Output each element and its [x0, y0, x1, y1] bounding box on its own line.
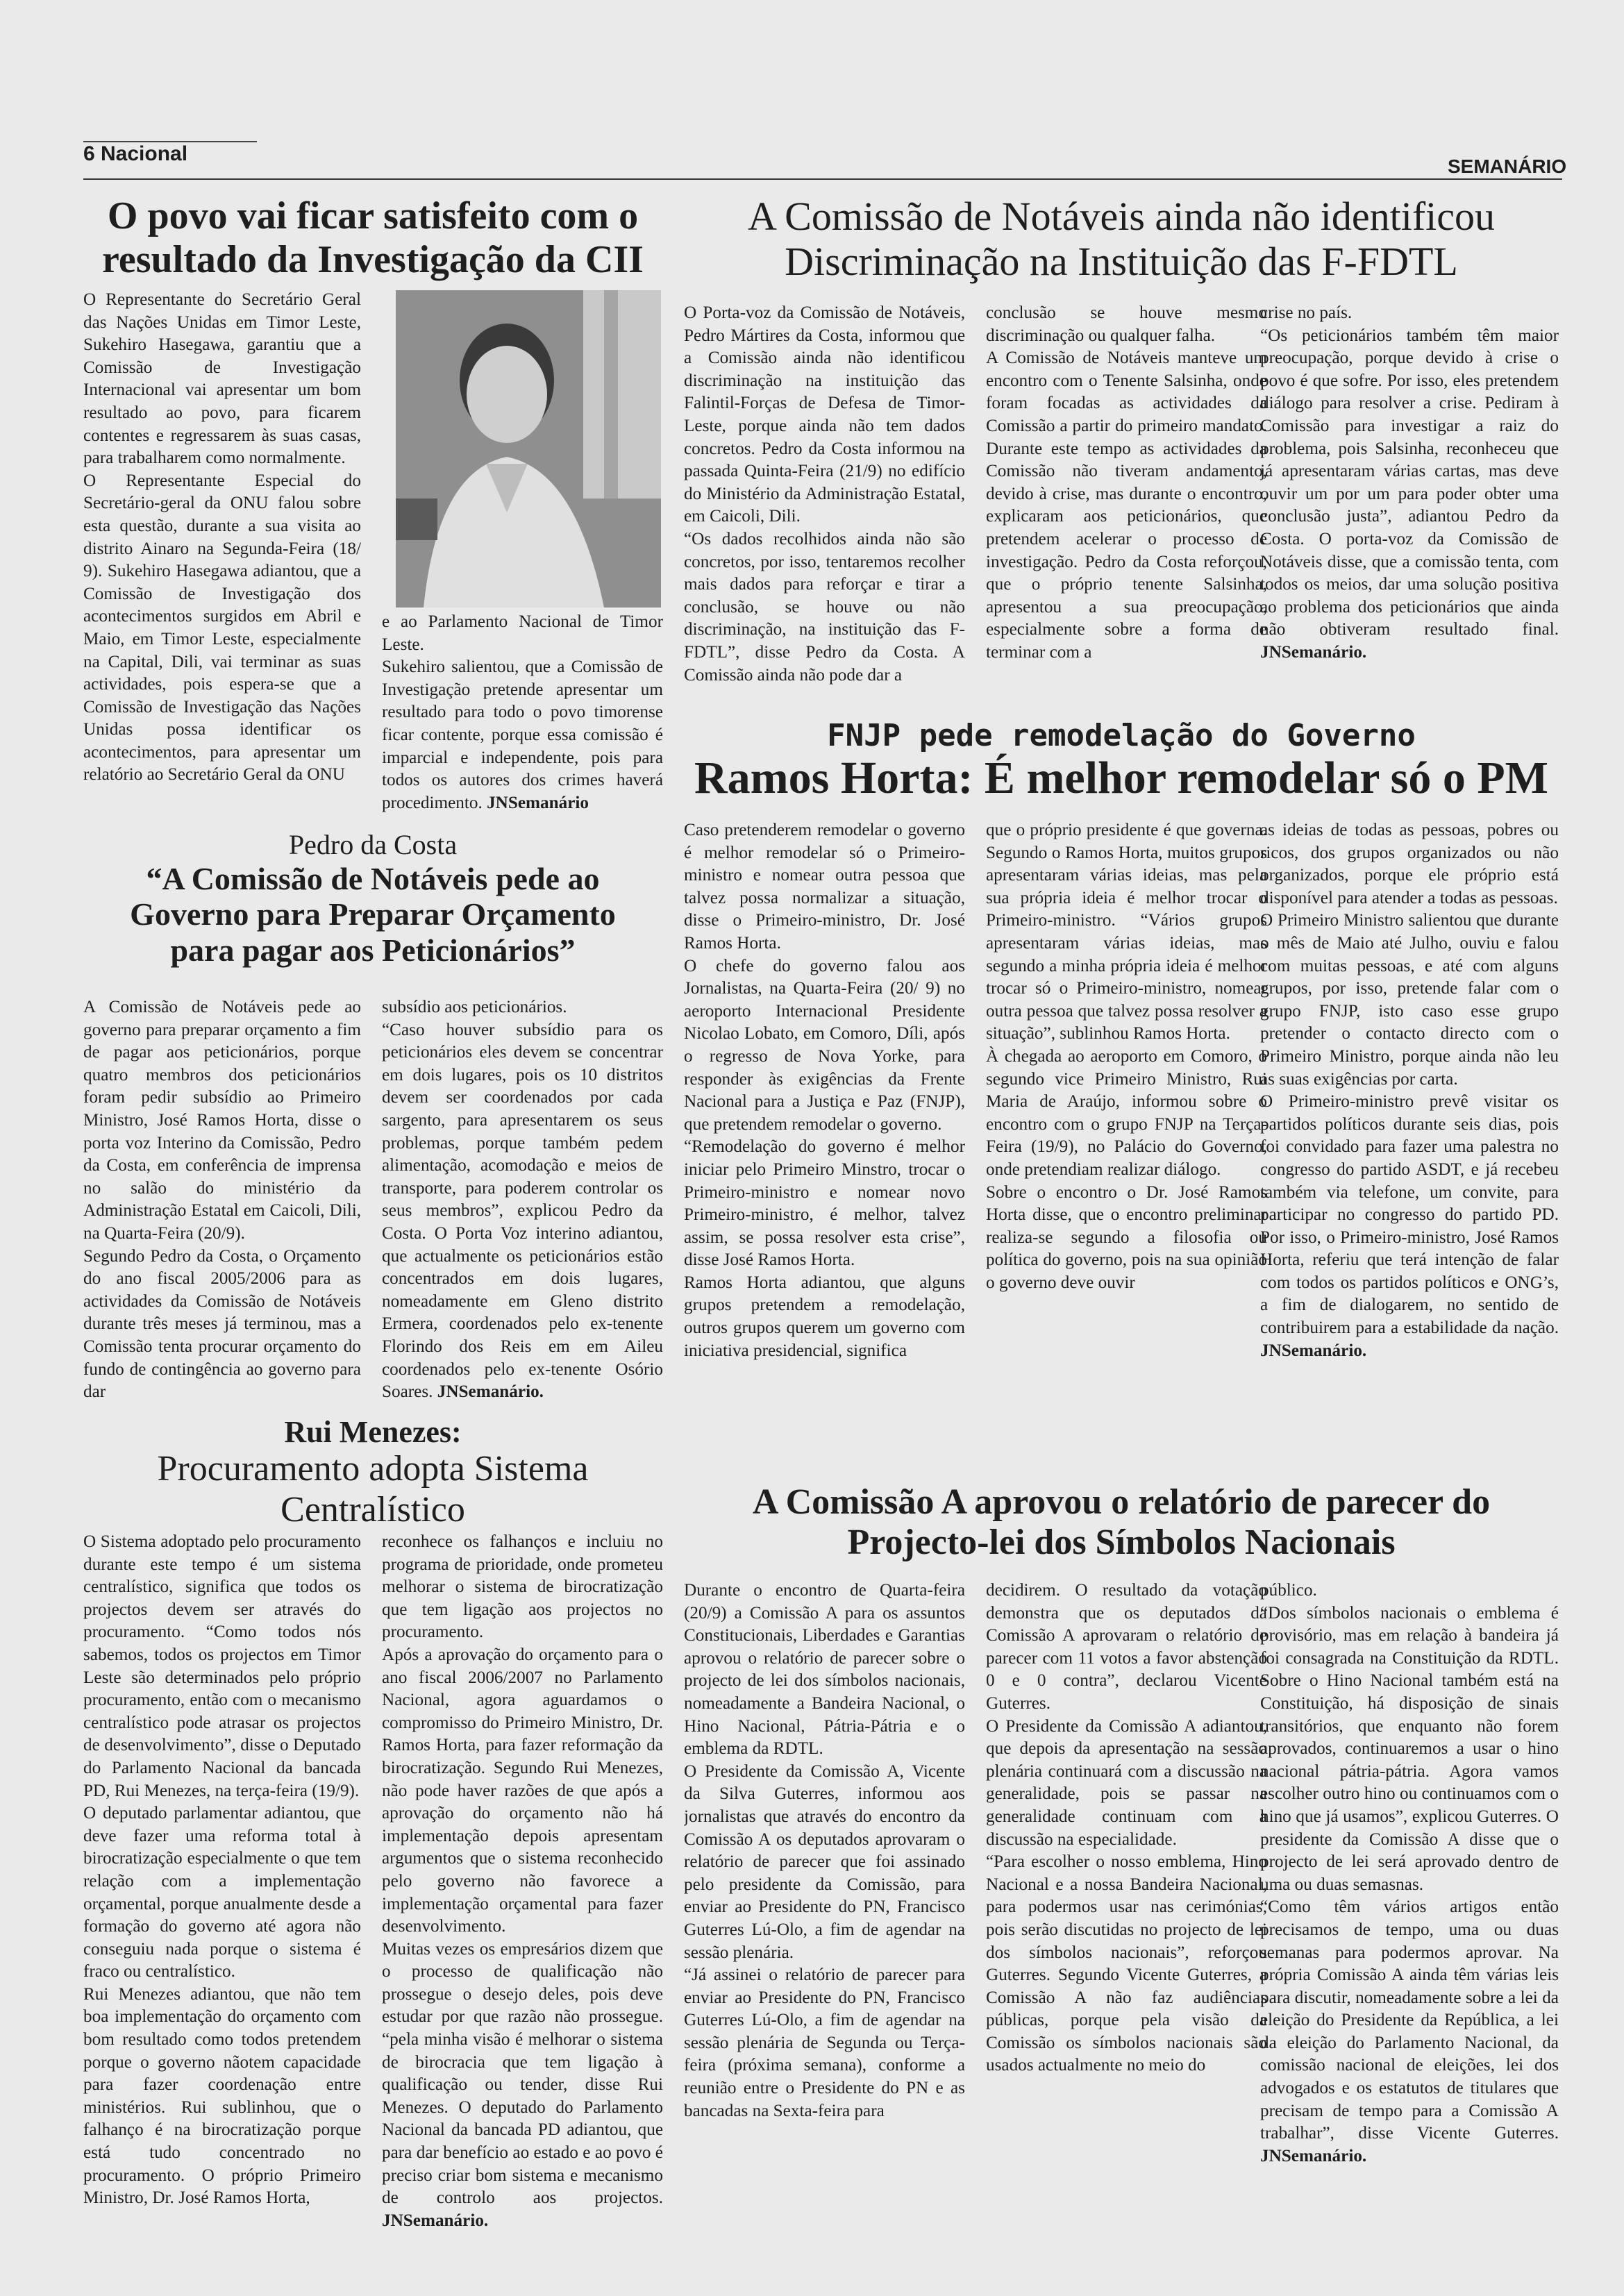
signature: JNSemanário.: [1260, 642, 1367, 662]
article-body: que o próprio presidente é que governa. Segundo o Ramos Horta, muitos grupos apresentaram várias ideias, mas pela sua própria ideia é melhor trocar o Primeiro-ministro. “Vários grupos apresentaram várias ideias, mas segundo a minha própria ideia é melhor trocar só o Primeiro-ministro, nomear outra pessoa que talvez possa resolver a situação”, sublinhou Ramos Horta. À chegada ao aeroporto em Comoro, o segundo vice Primeiro Ministro, Rui Maria de Araújo, informou sobre o encontro com o grupo FNJP na Terça-Feira (19/9), no Palácio do Governo, onde pretendiam realizar diálogo. Sobre o encontro o Dr. José Ramos Horta disse, que o encontro preliminar realiza-se segundo a filosofia ou política do governo, pois na sua opinião o governo deve ouvir: [986, 821, 1267, 1292]
article-3-column-1: [83, 996, 361, 1413]
signature: JNSemanário.: [1260, 1341, 1367, 1360]
portrait-image: [396, 290, 661, 607]
signature: JNSemanário.: [437, 1382, 544, 1402]
article-2-column-3: [1260, 302, 1559, 719]
article-body: crise no país. “Os peticionários também têm maior preocupação, porque devido à crise o povo é que sofre. Por isso, eles pretendem diálogo para resolver a crise. Pediram à Comissão para investigar a raiz do problema, pois Salsinha, reconheceu que já apresentaram várias cartas, mas deve ouvir um por um para poder obter uma conclusão justa”, adiantou Pedro da Costa. O porta-voz da Comissão de Notáveis disse, que a comissão tenta, com todos os meios, dar uma solução positiva ao problema dos peticionários que ainda não obtiveram resultado final. JNSemanário.: [1260, 303, 1559, 662]
article-body: O Sistema adoptado pelo procuramento durante este tempo é um sistema centralístico, significa que todos os projectos devem ser através do procuramento. “Como todos nós sabemos, todos os projectos em Timor Leste são determinados pelo próprio procuramento, então com o mecanismo centralístico pode atrasar os projectos de desenvolvimento”, disse o Deputado do Parlamento Nacional da bancada PD, Rui Menezes, na terça-feira (19/9). O deputado parlamentar adiantou, que deve fazer uma reforma total à birocratização especialmente o que tem relação com a implementação orçamental, porque anualmente desde a formação do governo até agora não conseguiu nada porque o sistema é fraco ou centralístico. Rui Menezes adiantou, que não tem boa implementação do orçamento com bom resultado como todos pretendem porque o governo nãotem capacidade para fazer coordenação entre ministérios. Rui sublinhou, que o falhanço é na birocratização porque está tudo concentrado no procuramento. O próprio Primeiro Ministro, Dr. José Ramos Horta,: [83, 1532, 361, 2208]
headline-line: A Comissão de Notáveis ainda não identificou: [747, 194, 1495, 239]
article-body: subsídio aos peticionários. “Caso houver subsídio para os peticionários eles devem se concentrar em dois lugares, pois os 10 distritos devem ser coordenados por cada sargento, para apresentarem os seus problemas, porque também pedem alimentação, acomodação e meios de transporte, para poderem controlar os seus membros”, explicou Pedro da Costa. O Porta Voz interino adiantou, que actualmente os peticionários estão concentrados em dois lugares, nomeadamente em Gleno distrito Ermera, coordenados pelo ex-tenente Florindo dos Reis em em Aileu coordenados pelo ex-tenente Osório Soares. JNSemanário.: [382, 998, 663, 1402]
kicker: FNJP pede remodelação do Governo: [827, 718, 1416, 753]
signature: JNSemanário.: [1260, 2146, 1367, 2165]
headline-line: Discriminação na Instituição das F-FDTL: [785, 238, 1458, 284]
headline-line: Projecto-lei dos Símbolos Nacionais: [847, 1523, 1396, 1563]
article-body: conclusão se houve mesmo discriminação ou qualquer falha. A Comissão de Notáveis manteve um encontro com o Tenente Salsinha, onde foram focadas as actividades da Comissão a partir do primeiro mandato. Durante este tempo as actividades da Comissão não tiveram andamento, devido à crise, mas durante o encontro, explicaram aos peticionários, que pretendem acelerar o processo de investigação. Pedro da Costa reforçou, que o próprio tenente Salsinha, apresentou a sua preocupação, especialmente sobre a forma de terminar com a: [986, 303, 1267, 662]
article-body: reconhece os falhanços e incluiu no programa de prioridade, onde prometeu melhorar o sistema de birocratização que tem ligação aos projectos no procuramento. Após a aprovação do orçamento para o ano fiscal 2006/2007 no Parlamento Nacional, agora aguardamos o compromisso do Primeiro Ministro, Dr. Ramos Horta, para fazer reformação da birocratização. Segundo Rui Menezes, não pode haver razões de que após a aprovação do orçamento não há implementação depois apresentam argumentos que o sistema reconhecido pelo governo não favorece a implementação orçamental para fazer desenvolvimento. Muitas vezes os empresários dizem que o processo de qualificação não prossegue o desejo deles, pois deve estudar por que razão não prossegue. “pela minha visão é melhorar o sistema de birocracia que tem ligação à qualificação ou tender, disse Rui Menezes. O deputado do Parlamento Nacional da bancada PD adiantou, que para dar benefício ao estado e ao povo é preciso criar bom sistema e mecanismo de controlo aos projectos. JNSemanário.: [382, 1532, 663, 2230]
article-body: O Porta-voz da Comissão de Notáveis, Pedro Mártires da Costa, informou que a Comissão ainda não identificou discriminação na instituição das Falintil-Forças de Defesa de Timor-Leste, porque ainda não tem dados concretos. Pedro da Costa informou na passada Quinta-Feira (21/9) no edifício do Ministério da Administração Estatal, em Caicoli, Dili. “Os dados recolhidos ainda não são concretos, por isso, tentaremos recolher mais dados para reforçar e tirar a conclusão, se houve ou não discriminação, na instituição das F-FDTL”, disse Pedro da Costa. A Comissão ainda não pode dar a: [684, 303, 965, 685]
headline-line: Governo para Preparar Orçamento: [130, 896, 616, 932]
kicker: Rui Menezes:: [284, 1415, 462, 1449]
headline-line: O povo vai ficar satisfeito com o: [107, 194, 639, 237]
article-2-headline: [684, 194, 1559, 285]
article-2-column-2: [986, 302, 1267, 719]
portrait-photo: [396, 290, 661, 607]
signature: JNSemanário.: [382, 2211, 489, 2230]
article-6-column-2: [986, 1579, 1267, 2267]
article-4-column-1: [684, 819, 965, 1468]
publication-name: SEMANÁRIO: [1448, 156, 1567, 177]
article-1-headline: [78, 194, 668, 281]
article-body: Caso pretenderem remodelar o governo é melhor remodelar só o Primeiro-ministro e nomear outra pessoa que talvez possa normalizar a situação, disse o Primeiro-ministro, Dr. José Ramos Horta. O chefe do governo falou aos Jornalistas, na Quarta-Feira (20/ 9) no aeroporto Internacional Presidente Nicolao Lobato, em Comoro, Díli, após o regresso de Nova Yorke, para responder às exigências da Frente Nacional para a Justiça e Paz (FNJP), que pretendem remodelar o governo. “Remodelação do governo é melhor iniciar pelo Primeiro Minstro, trocar o Primeiro-ministro e nomear novo Primeiro-ministro, é melhor, talvez assim, se possa resolver esta crise”, disse José Ramos Horta. Ramos Horta adiantou, que alguns grupos pretendem a remodelação, outros grupos querem um governo com iniciativa presidencial, significa: [684, 821, 965, 1360]
article-3-column-2: [382, 996, 663, 1413]
article-5-headline: [78, 1415, 668, 1530]
article-1-column-2: [382, 611, 663, 823]
article-5-column-1: [83, 1531, 361, 2260]
headline-line: para pagar aos Peticionários”: [170, 932, 576, 968]
article-6-headline: [684, 1482, 1559, 1563]
article-body: público. “Dos símbolos nacionais o emblema é provisório, mas em relação à bandeira já foi consagrada na Constituição da RDTL. Sobre o Hino Nacional também está na Constituição, há disposição de sinais transitórios, que enquanto não forem aprovados, continuaremos a usar o hino nacional pátria-pátria. Agora vamos escolher outro hino ou continuamos com o hino que já usamos”, explicou Guterres. O presidente da Comissão A disse que o projecto de lei será aprovado dentro de uma ou duas semasnas. “Como têm vários artigos então precisamos de tempo, uma ou duas semanas para podermos aprovar. Na própria Comissão A ainda têm várias leis para discutir, nomeadamente sobre a lei da eleição do Presidente da República, a lei da eleição do Parlamento Nacional, da comissão nacional de eleições, lei dos advogados e os estatutos de titulares que precisam de tempo para a Comissão A trabalhar”, disse Vicente Guterres. JNSemanário.: [1260, 1581, 1559, 2165]
article-body: Durante o encontro de Quarta-feira (20/9) a Comissão A para os assuntos Constitucionais, Liberdades e Garantias aprovou o relatório de parecer sobre o projecto de lei dos símbolos nacionais, nomeadamente a Bandeira Nacional, o Hino Nacional, Pátria-Pátria e o emblema da RDTL. O Presidente da Comissão A, Vicente da Silva Guterres, informou aos jornalistas que através do encontro da Comissão A os deputados aprovaram o relatório de parecer que foi assinado pelo presidente da Comissão, para enviar ao Presidente do PN, Francisco Guterres Lú-Olo, a fim de agendar na sessão plenária. “Já assinei o relatório de parecer para enviar ao Presidente do PN, Francisco Guterres Lú-Olo, a fim de agendar na sessão plenária de Segunda ou Terça-feira (próxima semana), conforme a reunião entre o Presidente do PN e as bancadas na Sexta-feira para: [684, 1581, 965, 2120]
article-6-column-3: [1260, 1579, 1559, 2267]
article-4-column-3: [1260, 819, 1559, 1468]
headline-line: resultado da Investigação da CII: [102, 237, 644, 281]
article-body: A Comissão de Notáveis pede ao governo para preparar orçamento a fim de pagar aos peticionários, porque quatro membros dos peticionários foram pedir subsídio ao Primeiro Ministro, José Ramos Horta, disse o porta voz Interino da Comissão, Pedro da Costa, em conferência de imprensa no salão do ministério da Administração Estatal em Caicoli, Dili, na Quarta-Feira (20/9). Segundo Pedro da Costa, o Orçamento do ano fiscal 2005/2006 para as actividades da Comissão de Notáveis durante três meses já terminou, mas a Comissão tenta procurar orçamento do fundo de contingência ao governo para dar: [83, 998, 361, 1402]
article-4-column-2: [986, 819, 1267, 1468]
article-body: as ideias de todas as pessoas, pobres ou ricos, dos grupos organizados ou não organizados, porque ele próprio está disponível para atender a todas as pessoas. O Primeiro Ministro salientou que durante o mês de Maio até Julho, ouviu e falou com muitas pessoas, e até com alguns grupos, por isso, pretende falar com o grupo FNJP, isto caso esse grupo pretender o contacto directo com o Primeiro Ministro, porque ainda não leu as suas exigências por carta. O Primeiro-ministro prevê visitar os partidos políticos durante seis dias, pois foi convidado para fazer uma palestra no congresso do partido ASDT, e já recebeu também via telefone, um convite, para participar no congresso do partido PD. Por isso, o Primeiro-ministro, José Ramos Horta, referiu que terá intenção de falar com todos os partidos políticos e ONG’s, a fim de dialogarem, no sentido de contribuirem para a estabilidade da nação. JNSemanário.: [1260, 821, 1559, 1360]
signature: JNSemanário: [487, 793, 589, 812]
header-rule: [83, 178, 1562, 180]
headline-line: Procuramento adopta Sistema: [157, 1449, 589, 1489]
headline-line: Centralístico: [281, 1489, 465, 1530]
article-3-headline: [78, 830, 668, 968]
article-body: decidirem. O resultado da votação demonstra que os deputados da Comissão A aprovaram o relatório de parecer com 11 votos a favor abstenção 0 e 0 contra”, declarou Vicente Guterres. O Presidente da Comissão A adiantou, que depois da apresentação na sessão plenária continuará com a discussão na generalidade, pois se passar na generalidade continuam com a discussão na especialidade. “Para escolher o nosso emblema, Hino Nacional e a nossa Bandeira Nacional, para podermos usar nas cerimónias, pois serão discutidas no projecto de lei dos símbolos nacionais”, reforçou Guterres. Segundo Vicente Guterres, a Comissão A não faz audiências públicas, porque pela visão da Comissão os símbolos nacionais são usados actualmente no meio do: [986, 1581, 1267, 2075]
section-label: 6 Nacional: [83, 142, 188, 165]
kicker: Pedro da Costa: [288, 829, 458, 860]
headline-line: “A Comissão de Notáveis pede ao: [146, 860, 600, 896]
headline: Ramos Horta: É melhor remodelar só o PM: [694, 753, 1548, 804]
article-body: O Representante do Secretário Geral das Nações Unidas em Timor Leste, Sukehiro Hasegawa, garantiu que a Comissão de Investigação Internacional vai apresentar um bom resultado ao povo, para ficarem contentes e regressarem às suas casas, para trabalharem como normalmente. O Representante Especial do Secretário-geral da ONU falou sobre esta questão, durante a sua visita ao distrito Ainaro na Segunda-Feira (18/ 9). Sukehiro Hasegawa adiantou, que a Comissão de Investigação dos acontecimentos surgidos em Abril e Maio, em Timor Leste, especialmente na Capital, Dili, vai terminar as suas actividades, pois espera-se que a Comissão de Investigação das Nações Unidas possa identificar os acontecimentos, para apresentar um relatório ao Secretário Geral da ONU: [83, 290, 361, 785]
article-6-column-1: [684, 1579, 965, 2267]
article-2-column-1: [684, 302, 965, 719]
article-5-column-2: [382, 1531, 663, 2260]
article-body: e ao Parlamento Nacional de Timor Leste. Sukehiro salientou, que a Comissão de Investigação pretende apresentar um resultado para todo o povo timorense ficar contente, porque essa comissão é imparcial e independente, pois para todos os autores dos crimes haverá procedimento. JNSemanário: [382, 612, 663, 812]
headline-line: A Comissão A aprovou o relatório de parecer do: [752, 1482, 1491, 1522]
article-1-column-1: [83, 289, 361, 823]
article-4-headline: [684, 719, 1559, 804]
